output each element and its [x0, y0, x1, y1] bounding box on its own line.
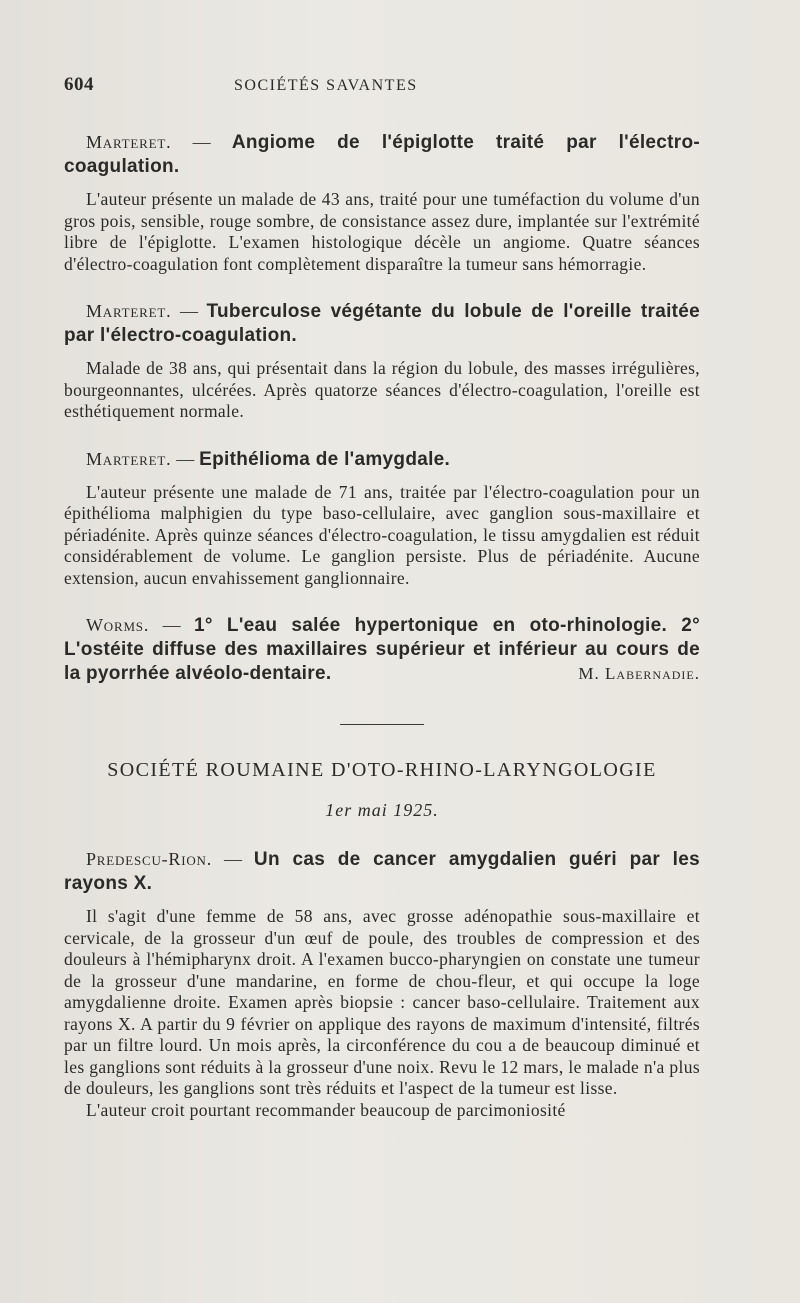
entry-dash: — [192, 132, 211, 152]
entry-title: Tuberculose végétante du lobule de l'oreille traitée par l'électro-coagulation. [64, 301, 701, 346]
running-title: SOCIÉTÉS SAVANTES [234, 77, 418, 94]
entry-angiome [64, 130, 700, 275]
entry-heading [64, 447, 700, 472]
entry-heading [64, 613, 700, 686]
entry-author: Marteret. [86, 448, 172, 469]
entry-epithelioma [64, 447, 700, 590]
entry-dash: — [179, 301, 198, 321]
entry-author: Marteret. [86, 301, 172, 321]
entry-body-continued: L'auteur croit pourtant recommander beaucoup de parcimoniosité [86, 1099, 566, 1120]
entry-predescu [64, 847, 700, 1121]
entry-title: Angiome de l'épiglotte traité par l'électro-coagulation. [64, 132, 701, 177]
entry-body: L'auteur présente un malade de 43 ans, traité pour une tuméfaction du volume d'un gros pois, sensible, rouge sombre, de consistance assez dure, implantée sur l'extrémité libre de l'épiglotte. L'examen histologique décèle un angiome. Quatre séances d'électro-coagulation font complètement disparaître la tumeur sans hémorragie. [64, 189, 700, 274]
entry-dash: — [162, 615, 181, 635]
entry-author: Predescu-Rion. [86, 849, 213, 869]
running-head [64, 74, 700, 104]
entry-tuberculose [64, 299, 700, 423]
entry-dash: — [223, 849, 242, 869]
page-number: 604 [64, 74, 94, 95]
society-heading: SOCIÉTÉ ROUMAINE D'OTO-RHINO-LARYNGOLOGIE [107, 759, 657, 781]
entry-title: 1° L'eau salée hypertonique en oto-rhinologie. 2° L'ostéite diffuse des maxillaires supérieur et inférieur au cours de la pyorrhée alvéolo-dentaire. [64, 615, 700, 684]
entry-author: Worms. [86, 615, 150, 635]
entry-body: Il s'agit d'une femme de 58 ans, avec grosse adénopathie sous-maxillaire et cervicale, de la grosseur d'un œuf de poule, des troubles de compression et des douleurs à l'hémipharynx droit. A l'examen bucco-pharyngien on constate une tumeur de la grosseur d'une mandarine, en forme de chou-fleur, et qui occupe la loge amygdalienne droite. Examen après biopsie : cancer baso-cellulaire. Traitement aux rayons X. A partir du 9 février on applique des rayons de maximum d'intensité, filtrés par un filtre lourd. Un mois après, la circonférence du cou a de beaucoup diminué et les ganglions sont réduits à la grosseur d'une noix. Revu le 12 mars, le malade n'a plus de douleurs, les ganglions sont très réduits et l'aspect de la tumeur est lisse. [64, 906, 700, 1098]
entry-heading [64, 130, 700, 179]
meeting-date: 1er mai 1925. [325, 800, 439, 820]
entry-dash: — [176, 448, 195, 469]
section-divider [340, 724, 424, 725]
entry-heading [64, 847, 700, 896]
entry-title: Un cas de cancer amygdalien guéri par les rayons X. [64, 849, 700, 894]
entry-heading [64, 299, 700, 348]
entry-author: Marteret. [86, 132, 172, 152]
entry-body: Malade de 38 ans, qui présentait dans la région du lobule, des masses irrégulières, bourgeonnantes, ulcérées. Après quatorze séances d'électro-coagulation, l'oreille est esthétiquement normale. [64, 358, 700, 421]
entry-title: Epithélioma de l'amygdale. [199, 448, 451, 470]
entry-worms [64, 613, 700, 686]
entry-body: L'auteur présente une malade de 71 ans, traitée par l'électro-coagulation pour un épithélioma malphigien du type baso-cellulaire, avec ganglion sous-maxillaire et périadénite. Après quinze séances d'électro-coagulation, le tissu amygdalien est réduit considérablement de volume. Le ganglion persiste. Plus de périadénite. Aucune extension, aucun envahissement ganglionnaire. [64, 481, 700, 588]
entry-reviewer: M. Labernadie. [578, 664, 700, 683]
